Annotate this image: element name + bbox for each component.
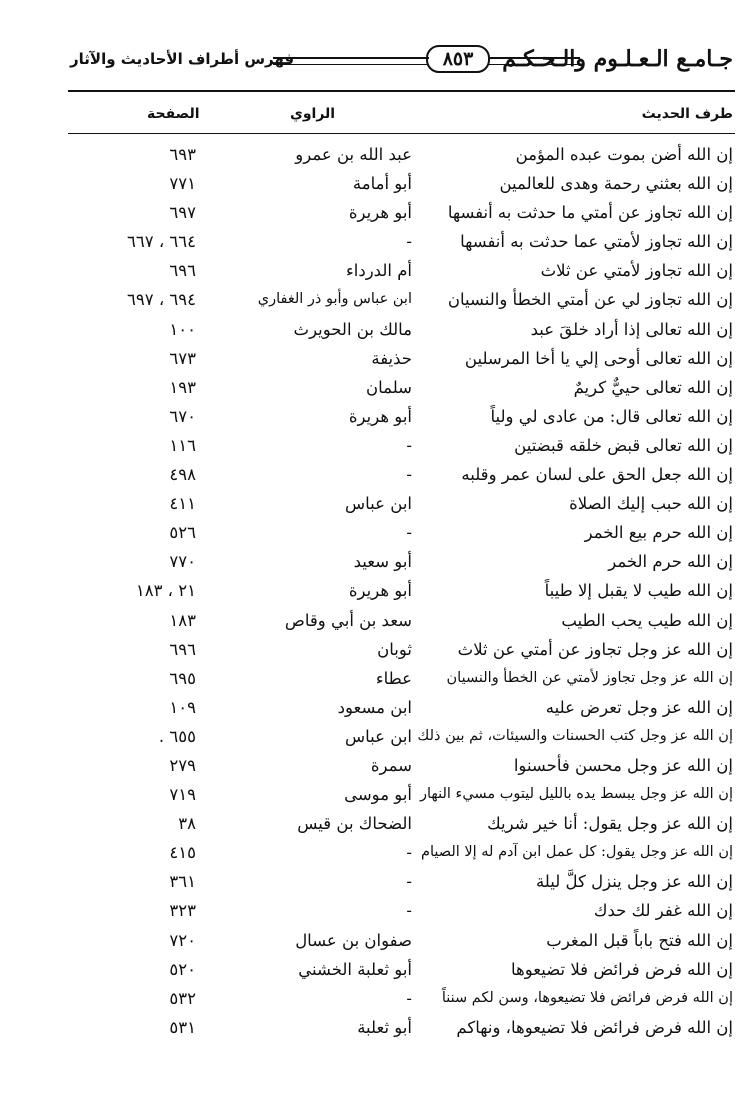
rawi-text: أبو سعيد bbox=[353, 552, 412, 572]
table-row bbox=[68, 198, 733, 227]
hadith-text: إن الله عز وجل يقول: أنا خير شريك bbox=[487, 814, 733, 834]
page-ref: ٧٢٠ bbox=[169, 930, 196, 950]
hadith-text: إن الله غفر لك حدك bbox=[593, 901, 733, 921]
rawi-text: عبد الله بن عمرو bbox=[295, 145, 412, 164]
page-ref: ٦٩٦ bbox=[169, 639, 196, 659]
page-ref: ٢١ ، ١٨٣ bbox=[135, 581, 196, 601]
rawi-text: صفوان بن عسال bbox=[295, 930, 412, 950]
header-rule-left bbox=[273, 57, 429, 65]
page-ref: ٥٣٢ bbox=[169, 988, 196, 1008]
page-ref: ٥٣١ bbox=[169, 1017, 196, 1037]
page-ref: ٢٧٩ bbox=[169, 755, 196, 775]
rawi-text: - bbox=[406, 872, 412, 892]
table-row bbox=[68, 809, 733, 838]
hadith-text: إن الله تعالى أوحى إلي يا أخا المرسلين bbox=[464, 348, 733, 368]
rawi-text: - bbox=[406, 232, 412, 252]
page-ref: ٦٩٤ ، ٦٩٧ bbox=[126, 290, 196, 310]
page-ref: ٤٩٨ bbox=[169, 465, 196, 485]
page-number: ٨٥٣ bbox=[426, 45, 490, 73]
table-row bbox=[68, 547, 733, 576]
table-row bbox=[68, 1013, 733, 1042]
rawi-text: أبو هريرة bbox=[348, 406, 412, 426]
index-table bbox=[68, 140, 733, 1042]
rawi-text: حذيفة bbox=[371, 348, 412, 368]
hadith-text: إن الله طيب لا يقبل إلا طيباً bbox=[544, 581, 733, 601]
rawi-text: ابن عباس bbox=[345, 494, 412, 514]
table-row bbox=[68, 460, 733, 489]
table-row bbox=[68, 722, 733, 751]
page-ref: ١٠٩ bbox=[169, 697, 196, 717]
table-row bbox=[68, 751, 733, 780]
table-row bbox=[68, 576, 733, 605]
page-ref: ٦٩٧ bbox=[169, 203, 196, 223]
hadith-text: إن الله تجاوز عن أمتي ما حدثت به أنفسها bbox=[447, 203, 733, 223]
hadith-text: إن الله تعالى قبض خلقه قبضتين bbox=[514, 435, 733, 455]
hadith-text: إن الله عز وجل كتب الحسنات والسيئات، ثم بين ذلك bbox=[417, 727, 733, 744]
hadith-text: إن الله تجاوز لأمتي عن ثلاث bbox=[540, 261, 733, 281]
page-ref: ٧٧١ bbox=[169, 174, 196, 194]
hadith-text: إن الله أضن بموت عبده المؤمن bbox=[515, 145, 733, 164]
hadith-text: إن الله عز وجل تعرض عليه bbox=[545, 697, 733, 717]
rawi-text: عطاء bbox=[375, 668, 412, 688]
table-row bbox=[68, 344, 733, 373]
rawi-text: أبو ثعلبة الخشني bbox=[298, 959, 412, 979]
page-ref: ٦٥٥ . bbox=[158, 726, 196, 746]
section-title: فهرس أطراف الأحاديث والآثار bbox=[70, 50, 295, 68]
page-ref: ٥٢٠ bbox=[169, 959, 196, 979]
page-ref: ٧١٩ bbox=[169, 785, 196, 805]
hadith-text: إن الله عز وجل محسن فأحسنوا bbox=[513, 755, 733, 775]
rawi-text: - bbox=[406, 988, 412, 1008]
hadith-text: إن الله فرض فرائض فلا تضيعوها bbox=[511, 959, 733, 979]
hadith-text: إن الله عز وجل يقول: كل عمل ابن آدم له إلا الصيام bbox=[420, 844, 733, 861]
column-header-rawi: الراوي bbox=[290, 106, 336, 122]
page-ref: ٦٧٣ bbox=[169, 348, 196, 368]
table-row bbox=[68, 780, 733, 809]
table-row bbox=[68, 896, 733, 925]
rawi-text: - bbox=[406, 901, 412, 921]
table-row bbox=[68, 635, 733, 664]
hadith-text: إن الله حبب إليك الصلاة bbox=[569, 494, 733, 514]
hadith-text: إن الله فتح باباً قبل المغرب bbox=[546, 930, 733, 950]
hadith-text: إن الله تعالى حييٌّ كريمٌ bbox=[573, 377, 733, 397]
column-header-hadith: طرف الحديث bbox=[641, 106, 733, 122]
table-row bbox=[68, 693, 733, 722]
table-row bbox=[68, 140, 733, 169]
hadith-text: إن الله طيب يحب الطيب bbox=[561, 610, 733, 630]
table-row bbox=[68, 431, 733, 460]
page-ref: ١١٦ bbox=[169, 435, 196, 455]
rawi-text: - bbox=[406, 465, 412, 485]
header-rule-right bbox=[485, 57, 580, 65]
table-row bbox=[68, 664, 733, 693]
table-row bbox=[68, 926, 733, 955]
rawi-text: ثوبان bbox=[377, 639, 412, 659]
rawi-text: سمرة bbox=[370, 755, 412, 775]
page-ref: ١٠٠ bbox=[169, 319, 196, 339]
table-row bbox=[68, 838, 733, 867]
table-row bbox=[68, 227, 733, 256]
page-ref: ٥٢٦ bbox=[169, 523, 196, 543]
table-row bbox=[68, 489, 733, 518]
rawi-text: - bbox=[406, 523, 412, 543]
column-header-divider bbox=[68, 133, 735, 134]
page-ref: ١٨٣ bbox=[169, 610, 196, 630]
rawi-text: سلمان bbox=[366, 377, 412, 397]
table-row bbox=[68, 402, 733, 431]
running-header bbox=[70, 44, 733, 76]
table-row bbox=[68, 606, 733, 635]
rawi-text: - bbox=[406, 435, 412, 455]
rawi-text: مالك بن الحويرث bbox=[293, 319, 412, 339]
table-row bbox=[68, 867, 733, 896]
hadith-text: إن الله تجاوز لي عن أمتي الخطأ والنسيان bbox=[447, 290, 733, 310]
table-row bbox=[68, 169, 733, 198]
hadith-text: إن الله فرض فرائض فلا تضيعوها، وسن لكم سنناً bbox=[441, 989, 733, 1006]
rawi-text: ابن عباس bbox=[345, 726, 412, 746]
book-title: جـامـع الـعـلـوم والـحـكـم bbox=[502, 46, 733, 72]
hadith-text: إن الله عز وجل تجاوز عن أمتي عن ثلاث bbox=[457, 639, 733, 659]
hadith-text: إن الله عز وجل تجاوز لأمتي عن الخطأ والنسيان bbox=[446, 669, 733, 686]
hadith-text: إن الله عز وجل ينزل كلَّ ليلة bbox=[535, 872, 733, 892]
page-ref: ٤١١ bbox=[169, 494, 196, 514]
rawi-text: - bbox=[406, 843, 412, 863]
rawi-text: ابن عباس وأبو ذر الغفاري bbox=[257, 291, 412, 308]
rawi-text: ابن مسعود bbox=[337, 697, 412, 717]
page-ref: ٣٦١ bbox=[169, 872, 196, 892]
rawi-text: أبو أمامة bbox=[352, 174, 412, 194]
page-ref: ٦٩٦ bbox=[169, 261, 196, 281]
rawi-text: أبو هريرة bbox=[348, 581, 412, 601]
rawi-text: أبو هريرة bbox=[348, 203, 412, 223]
page-ref: ٣٢٣ bbox=[169, 901, 196, 921]
hadith-text: إن الله حرم الخمر bbox=[608, 552, 733, 572]
hadith-text: إن الله جعل الحق على لسان عمر وقلبه bbox=[461, 465, 733, 485]
page-ref: ٤١٥ bbox=[169, 843, 196, 863]
table-row bbox=[68, 256, 733, 285]
rawi-text: أم الدرداء bbox=[346, 261, 412, 281]
header-divider bbox=[68, 90, 735, 92]
hadith-text: إن الله فرض فرائض فلا تضيعوها، ونهاكم bbox=[456, 1017, 733, 1037]
hadith-text: إن الله تعالى إذا أراد خلقَ عبد bbox=[530, 319, 733, 339]
page-ref: ٣٨ bbox=[178, 814, 196, 834]
hadith-text: إن الله حرم بيع الخمر bbox=[584, 523, 733, 543]
table-row bbox=[68, 285, 733, 314]
column-header-page: الصفحة bbox=[147, 106, 200, 122]
table-row bbox=[68, 315, 733, 344]
table-row bbox=[68, 984, 733, 1013]
page-ref: ٦٩٥ bbox=[169, 668, 196, 688]
page-ref: ٧٧٠ bbox=[169, 552, 196, 572]
page-ref: ٦٩٣ bbox=[169, 145, 196, 164]
rawi-text: الضحاك بن قيس bbox=[297, 814, 412, 834]
hadith-text: إن الله بعثني رحمة وهدى للعالمين bbox=[499, 174, 733, 194]
page-ref: ١٩٣ bbox=[169, 377, 196, 397]
hadith-text: إن الله تعالى قال: من عادى لي ولياً bbox=[490, 406, 733, 426]
rawi-text: أبو ثعلبة bbox=[357, 1017, 412, 1037]
rawi-text: سعد بن أبي وقاص bbox=[284, 610, 412, 630]
table-row bbox=[68, 373, 733, 402]
table-row bbox=[68, 518, 733, 547]
page-ref: ٦٦٤ ، ٦٦٧ bbox=[126, 232, 196, 252]
hadith-text: إن الله عز وجل يبسط يده بالليل ليتوب مسيء النهار bbox=[419, 786, 733, 803]
rawi-text: أبو موسى bbox=[344, 785, 412, 805]
hadith-text: إن الله تجاوز لأمتي عما حدثت به أنفسها bbox=[460, 232, 733, 252]
table-row bbox=[68, 955, 733, 984]
page-ref: ٦٧٠ bbox=[169, 406, 196, 426]
